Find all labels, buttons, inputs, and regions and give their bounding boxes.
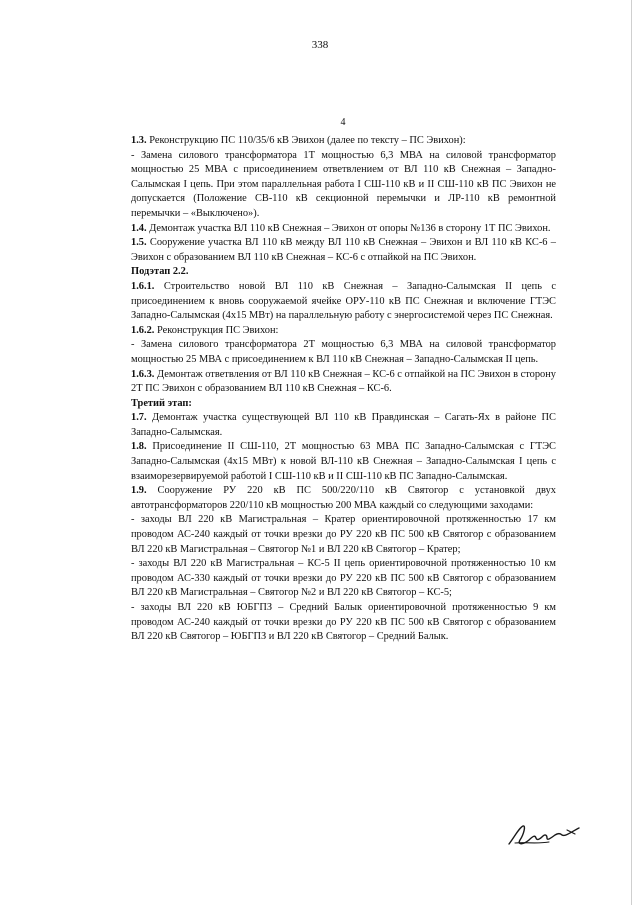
heading-third-stage: Третий этап:: [131, 397, 192, 409]
scan-edge-line: [631, 0, 632, 905]
paragraph-1-4: [131, 222, 556, 237]
paragraph-1-9: [131, 484, 556, 513]
paragraph-text: Строительство новой ВЛ 110 кВ Снежная – Западно-Салымская II цепь с присоединением к вновь сооружаемой ячейке ОРУ-110 кВ ПС Снежная и включение ГТЭС Западно-Салымская (4х15 МВт) на параллельную работу с энергосистемой через ПС Снежная.: [131, 280, 556, 322]
paragraph-number: 1.8.: [131, 441, 147, 453]
paragraph-text: - заходы ВЛ 220 кВ Магистральная – Кратер ориентировочной протяженностью 17 км проводом АС-240 каждый от точки врезки до РУ 220 кВ ПС 500 кВ Святогор с образованием ВЛ 220 кВ Магистральная – Святогор №1 и ВЛ 220 кВ Святогор – Кратер;: [131, 514, 556, 555]
paragraph-text: Сооружение участка ВЛ 110 кВ между ВЛ 110 кВ Снежная – Эвихон и ВЛ 110 кВ КС-6 – Эвихон с образованием ВЛ 110 кВ Снежная – КС-6 с отпайкой на ПС Эвихон.: [131, 237, 556, 263]
paragraph-text: - заходы ВЛ 220 кВ ЮБГПЗ – Средний Балык ориентировочной протяженностью 9 км проводом АС-240 каждый от точки врезки до РУ 220 кВ ПС 500 кВ Святогор с образованием ВЛ 220 кВ Святогор – ЮБГПЗ и ВЛ 220 кВ Святогор – Средний Балык.: [131, 602, 556, 643]
paragraph-number: 1.5.: [131, 237, 147, 249]
paragraph-number: 1.6.2.: [131, 324, 155, 336]
paragraph-1-3-item: [131, 149, 556, 222]
paragraph-1-9-item-2: [131, 557, 556, 601]
heading-substage-2-2: Подэтап 2.2.: [131, 266, 189, 278]
paragraph-1-9-item-1: [131, 513, 556, 557]
paragraph-number: 1.4.: [131, 222, 147, 234]
paragraph-1-6-2-item: [131, 338, 556, 367]
paragraph-number: 1.7.: [131, 412, 147, 424]
paragraph-text: Присоединение II СШ-110, 2Т мощностью 63 МВА ПС Западно-Салымская с ГТЭС Западно-Салымская (4х15 МВт) к новой ВЛ-110 кВ Снежная – Западно-Салымская I цепь с взаиморезервируемой работой I СШ-110 кВ и II СШ-110 кВ ПС Западно-Салымская.: [131, 441, 556, 482]
paragraph-number: 1.6.3.: [131, 368, 155, 380]
paragraph-1-9-item-3: [131, 601, 556, 645]
paragraph-number: 1.9.: [131, 485, 147, 497]
handwritten-signature: [505, 818, 585, 852]
paragraph-text: Сооружение РУ 220 кВ ПС 500/220/110 кВ Святогор с установкой двух автотрансформаторов 220/110 кВ мощностью 200 МВА каждый со следующими заходами:: [131, 485, 556, 511]
paragraph-1-6-3: [131, 368, 556, 397]
paragraph-text: Демонтаж ответвления от ВЛ 110 кВ Снежная – КС-6 с отпайкой на ПС Эвихон в сторону 2Т ПС Эвихон с образованием ВЛ 110 кВ Снежная – КС-6.: [131, 368, 556, 395]
paragraph-number: 1.3.: [131, 135, 147, 146]
paragraph-number: 1.6.1.: [131, 280, 155, 292]
paragraph-1-6-2: [131, 324, 556, 339]
paragraph-1-8: [131, 440, 556, 484]
document-body: [131, 134, 556, 645]
paragraph-text: Демонтаж участка существующей ВЛ 110 кВ Правдинская – Сагать-Ях в районе ПС Западно-Салымская.: [131, 412, 556, 438]
paragraph-text: - заходы ВЛ 220 кВ Магистральная – КС-5 II цепь ориентировочной протяженностью 10 км проводом АС-330 каждый от точки врезки до РУ 220 кВ ПС 500 кВ Святогор с образованием ВЛ 220 кВ Магистральная – Святогор №2 и ВЛ 220 кВ Святогор – КС-5;: [131, 558, 556, 599]
sheet-number: 4: [340, 117, 346, 128]
paragraph-1-3: [131, 134, 556, 149]
paragraph-1-7: [131, 411, 556, 440]
paragraph-text: - Замена силового трансформатора 2Т мощностью 6,3 МВА на силовой трансформатор мощностью 25 МВА с присоединением к ВЛ 110 кВ Снежная – Западно-Салымская II цепь.: [131, 339, 556, 365]
page-number: 338: [311, 39, 329, 51]
paragraph-text: Реконструкция ПС Эвихон:: [157, 324, 279, 336]
paragraph-1-6-1: [131, 280, 556, 324]
paragraph-1-5: [131, 236, 556, 265]
paragraph-text: Демонтаж участка ВЛ 110 кВ Снежная – Эвихон от опоры №136 в сторону 1Т ПС Эвихон.: [149, 222, 551, 234]
paragraph-text: Реконструкцию ПС 110/35/6 кВ Эвихон (далее по тексту – ПС Эвихон):: [149, 135, 466, 146]
paragraph-text: - Замена силового трансформатора 1Т мощностью 6,3 МВА на силовой трансформатор мощностью 25 МВА с присоединением ответвлением от ВЛ 110 кВ Снежная – Западно-Салымская I цепь. При этом параллельная работа I СШ-110 кВ и II СШ-110 кВ ПС Эвихон не допускается (Положение СВ-110 кВ секционной перемычки и ЛР-110 кВ ремонтной перемычки – «Выключено»).: [131, 149, 556, 219]
